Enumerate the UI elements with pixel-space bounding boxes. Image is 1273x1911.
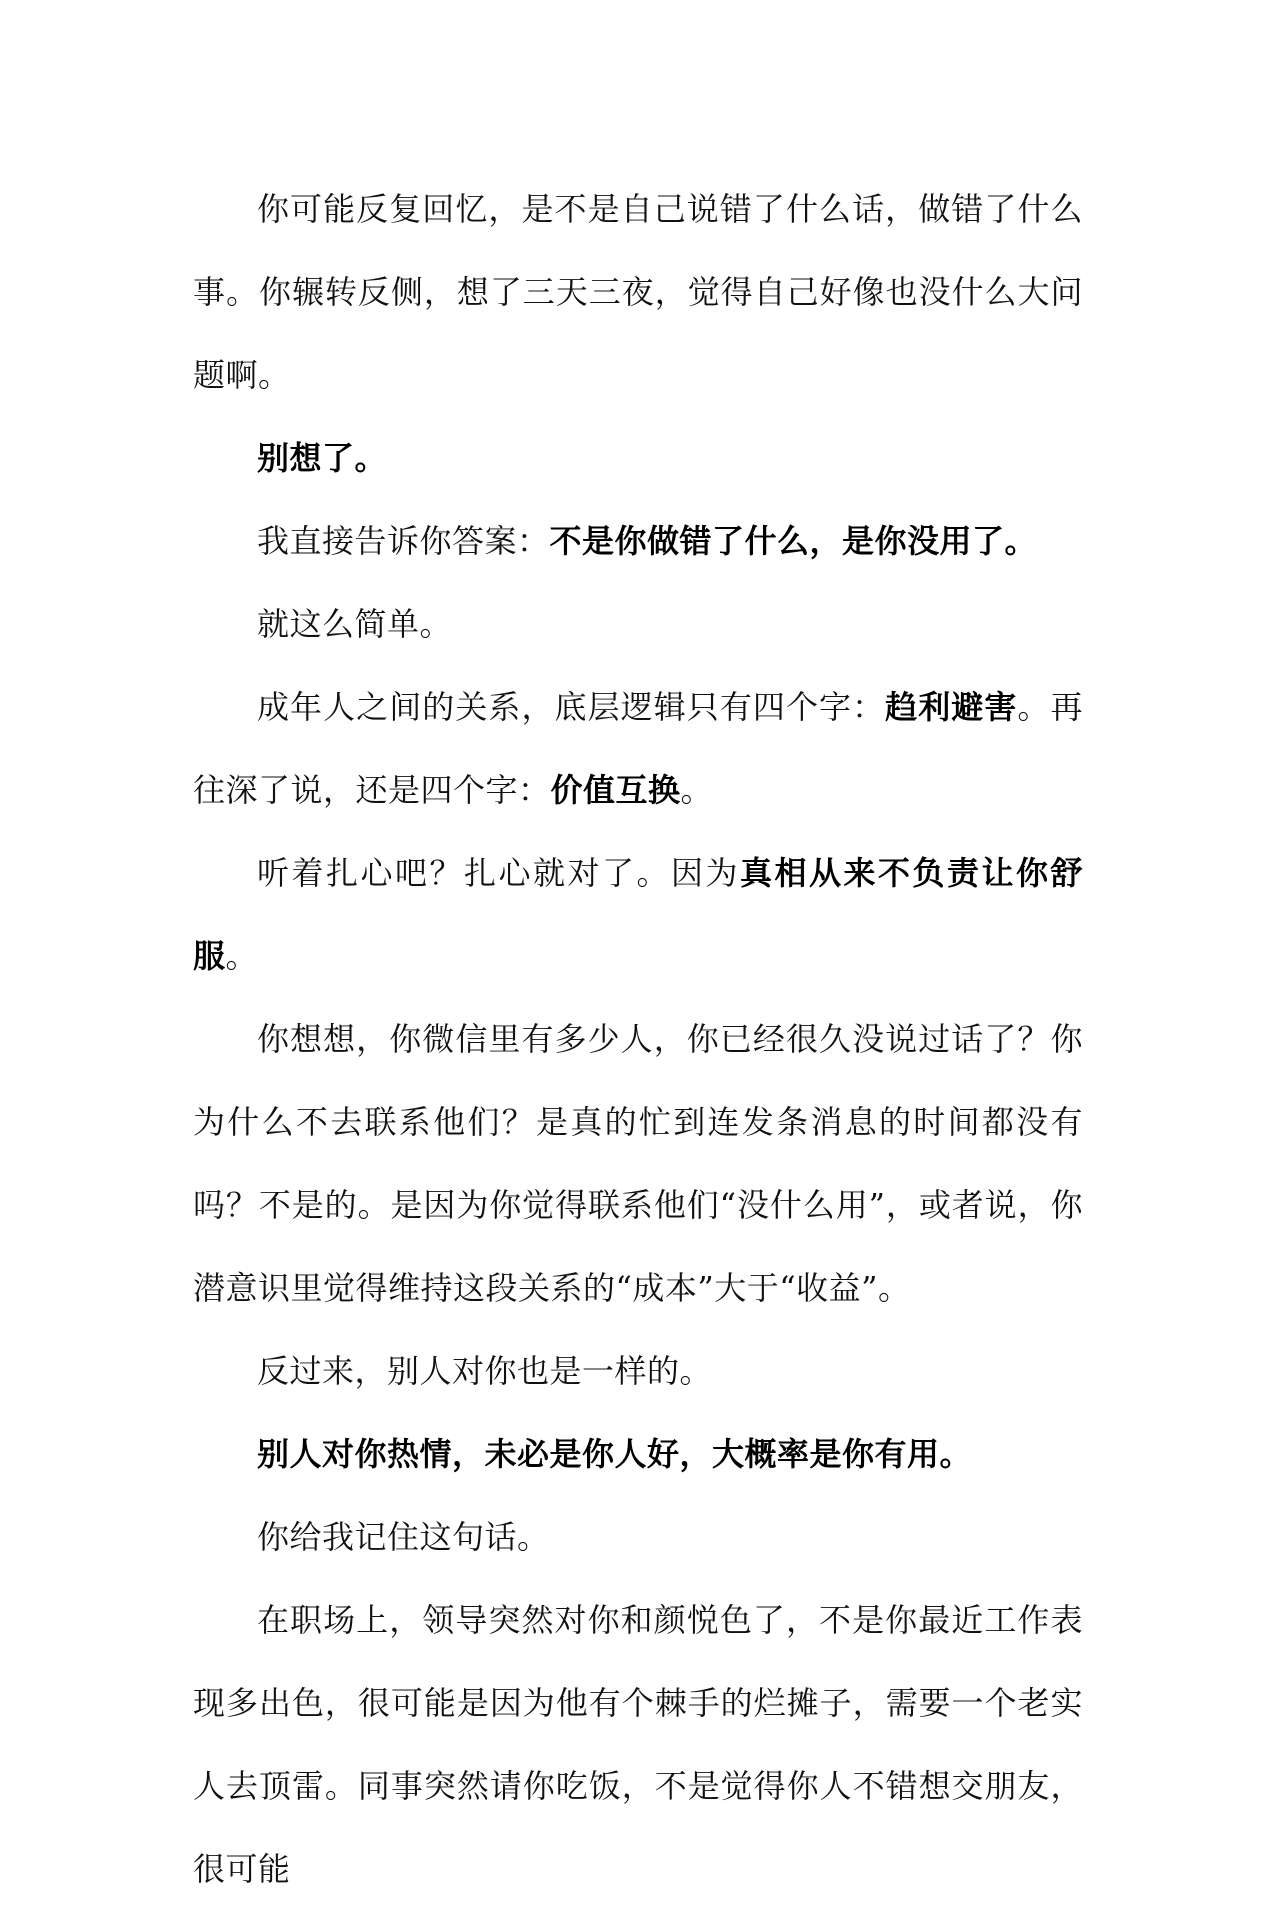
paragraph (193, 168, 1083, 417)
paragraph (193, 666, 1083, 832)
bold-text: 别想了。 (257, 439, 388, 477)
bold-text: 趋利避害 (885, 688, 1018, 726)
bold-text: 别人对你热情，未必是你人好，大概率是你有用。 (257, 1435, 973, 1473)
text-run: 。再往深了说，还是四个字： (193, 688, 1083, 809)
paragraph (193, 1330, 1083, 1413)
text-run: 就这么简单。 (257, 605, 453, 643)
paragraph (193, 1579, 1083, 1911)
text-run: 你想想，你微信里有多少人，你已经很久没说过话了？你为什么不去联系他们？是真的忙到连发条消息的时间都没有吗？不是的。是因为你觉得联系他们“没什么用”，或者说，你潜意识里觉得维持这段关系的“成本”大于“收益”。 (193, 1020, 1083, 1307)
text-run: 我直接告诉你答案： (257, 522, 550, 560)
text-run: 在职场上，领导突然对你和颜悦色了，不是你最近工作表现多出色，很可能是因为他有个棘手的烂摊子，需要一个老实人去顶雷。同事突然请你吃饭，不是觉得你人不错想交朋友，很可能 (193, 1601, 1083, 1888)
text-run: 。 (680, 771, 714, 809)
paragraph (193, 832, 1083, 998)
text-run: 听着扎心吧？扎心就对了。因为 (257, 854, 740, 892)
text-run: 你给我记住这句话。 (257, 1518, 550, 1556)
text-run: 成年人之间的关系，底层逻辑只有四个字： (257, 688, 886, 726)
text-run: 。 (225, 937, 259, 975)
paragraph (193, 998, 1083, 1330)
bold-text: 真相从来不负责让你舒服 (193, 854, 1083, 975)
paragraph (193, 1496, 1083, 1579)
bold-text: 不是你做错了什么，是你没用了。 (549, 522, 1038, 560)
paragraph (193, 583, 1083, 666)
text-run: 反过来，别人对你也是一样的。 (257, 1352, 713, 1390)
paragraph (193, 500, 1083, 583)
paragraph (193, 1413, 1083, 1496)
bold-text: 价值互换 (550, 771, 681, 809)
paragraph (193, 417, 1083, 500)
document-body (193, 168, 1083, 1911)
text-run: 你可能反复回忆，是不是自己说错了什么话，做错了什么事。你辗转反侧，想了三天三夜，觉得自己好像也没什么大问题啊。 (193, 190, 1083, 394)
